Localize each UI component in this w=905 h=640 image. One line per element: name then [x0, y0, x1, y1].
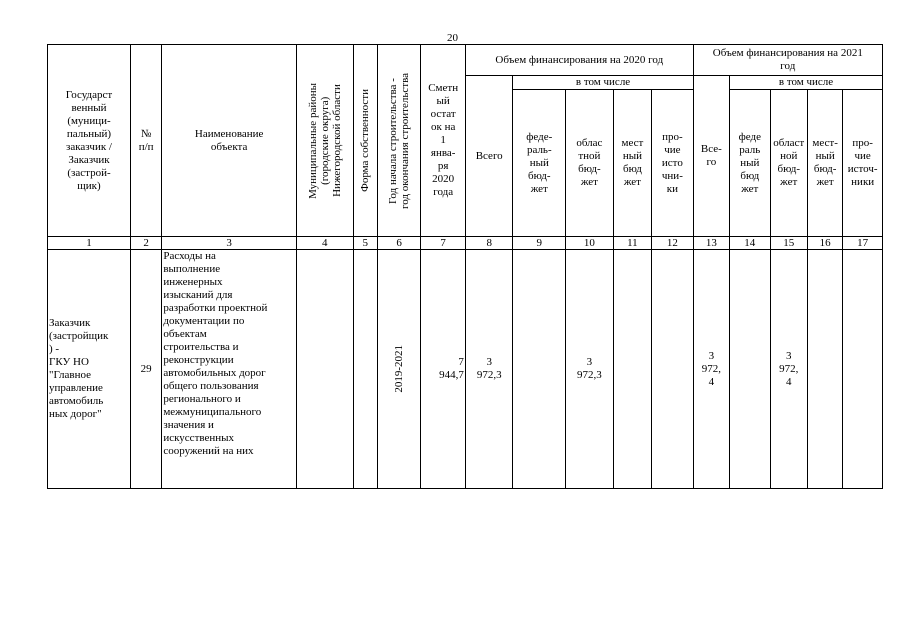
header-fin-2020: Объем финансирования на 2020 год: [465, 45, 693, 76]
header-years-text: Год начала строительства - год окончания строительства: [387, 72, 412, 209]
header-regional-2021: област ной бюд- жет: [770, 90, 807, 237]
page-number: 20: [447, 32, 458, 44]
financing-table: [47, 44, 883, 489]
column-number: 17: [843, 237, 883, 250]
column-number: 4: [296, 237, 353, 250]
header-district: [296, 45, 353, 237]
column-number: 5: [353, 237, 377, 250]
header-federal-2021: феде раль ный бюд жет: [730, 90, 770, 237]
column-number: 11: [613, 237, 651, 250]
header-incl-2020: в том числе: [513, 76, 693, 90]
column-number: 6: [377, 237, 421, 250]
column-number: 3: [162, 237, 297, 250]
header-years: [377, 45, 421, 237]
header-local-2021: мест- ный бюд- жет: [807, 90, 842, 237]
header-other-2021: про- чие источ- ники: [843, 90, 883, 237]
header-other-2020: про- чие исто чни- ки: [652, 90, 694, 237]
column-number: 13: [693, 237, 729, 250]
row-regional-2021: 3 972, 4: [770, 250, 807, 489]
row-object-name: Расходы на выполнение инженерных изысканий для разработки проектной документации по объектам строительства и реконструкции автомобильных дорог общего пользования регионального и межмуниципального значения и искусственных сооружений на них: [162, 250, 297, 489]
row-years-text: 2019-2021: [393, 345, 406, 393]
column-number: 1: [48, 237, 131, 250]
row-local-2021: [807, 250, 842, 489]
row-estimate: 7 944,7: [421, 250, 466, 489]
row-local-2020: [613, 250, 651, 489]
row-district: [296, 250, 353, 489]
header-fin-2021: Объем финансирования на 2021 год: [693, 45, 882, 76]
row-total-2020: 3 972,3: [465, 250, 513, 489]
row-ownership: [353, 250, 377, 489]
row-total-2021: 3 972, 4: [693, 250, 729, 489]
header-district-text: Муниципальные районы (городские округа) Нижегородской области: [306, 82, 343, 199]
header-local-2020: мест ный бюд жет: [613, 90, 651, 237]
column-number: 7: [421, 237, 466, 250]
row-other-2020: [652, 250, 694, 489]
column-number-row: [48, 237, 883, 250]
row-federal-2020: [513, 250, 566, 489]
column-number: 8: [465, 237, 513, 250]
column-number: 12: [652, 237, 694, 250]
header-object-name: Наименование объекта: [162, 45, 297, 237]
header-ownership: [353, 45, 377, 237]
row-years: [377, 250, 421, 489]
row-customer: Заказчик (застройщик ) - ГКУ НО "Главное управление автомобиль ных дорог": [48, 250, 131, 489]
row-federal-2021: [730, 250, 770, 489]
header-customer: Государст венный (муници- пальный) заказчик / Заказчик (застрой- щик): [48, 45, 131, 237]
row-other-2021: [843, 250, 883, 489]
header-total-2020: Всего: [465, 76, 513, 237]
column-number: 14: [730, 237, 770, 250]
table-row: [48, 250, 883, 489]
row-regional-2020: 3 972,3: [566, 250, 614, 489]
column-number: 15: [770, 237, 807, 250]
header-estimate: Сметн ый остат ок на 1 янва- ря 2020 года: [421, 45, 466, 237]
column-number: 10: [566, 237, 614, 250]
header-total-2021: Все- го: [693, 76, 729, 237]
header-incl-2021: в том числе: [730, 76, 883, 90]
header-federal-2020: феде- раль- ный бюд- жет: [513, 90, 566, 237]
column-number: 9: [513, 237, 566, 250]
column-number: 16: [807, 237, 842, 250]
column-number: 2: [130, 237, 161, 250]
header-number: № п/п: [130, 45, 161, 237]
header-regional-2020: облас тной бюд- жет: [566, 90, 614, 237]
header-ownership-text: Форма собственности: [359, 89, 372, 192]
row-number: 29: [130, 250, 161, 489]
